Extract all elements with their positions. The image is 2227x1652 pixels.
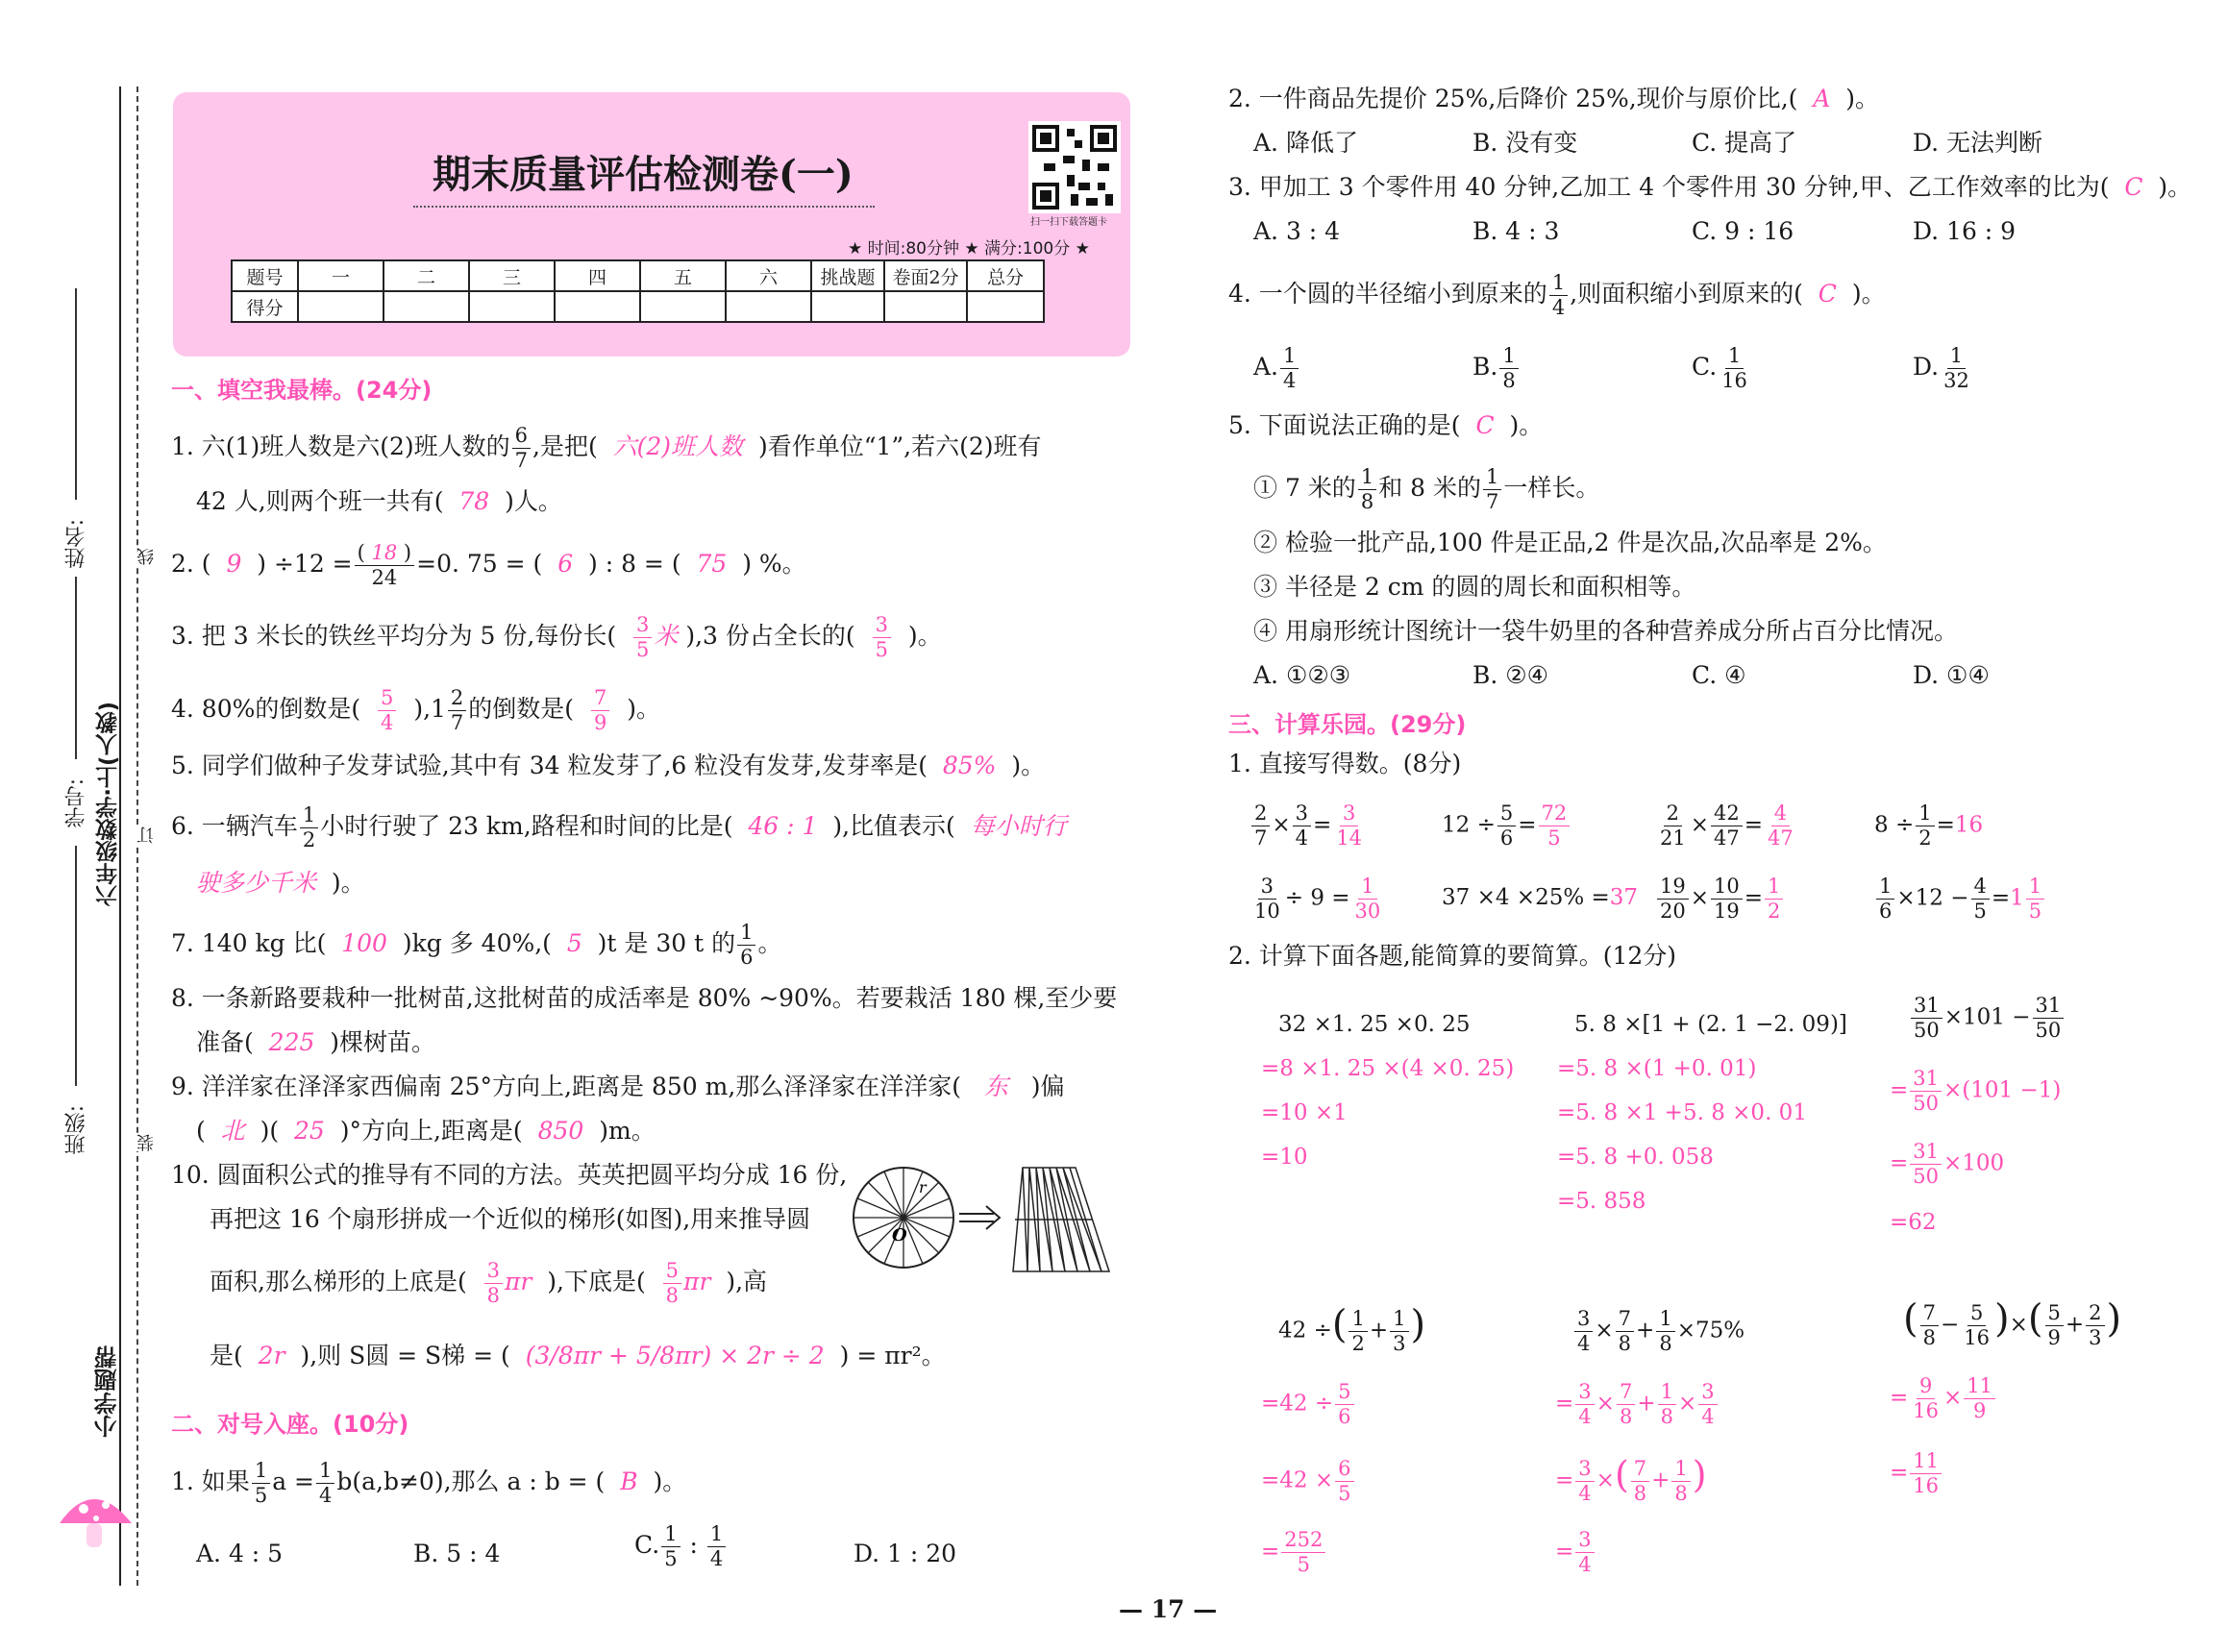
- score-input-cell[interactable]: [884, 291, 967, 322]
- mushroom-logo-icon: [50, 1480, 136, 1557]
- s2-q3-opt-b[interactable]: B. 4 : 3: [1472, 217, 1560, 245]
- direct-calc-2: 12 ÷ $\frac{5}{6}$ = $\frac{72}{5}$: [1442, 803, 1571, 849]
- s2-q3-line: 3. 甲加工 3 个零件用 40 分钟,乙加工 4 个零件用 30 分钟,甲、乙工作效率的比为( C )。: [1228, 173, 2192, 201]
- fig-radius-label: r: [919, 1178, 927, 1196]
- direct-calc-3: $\frac{2}{21}$ × $\frac{42}{47}$ = $\frac{4}{47}$: [1660, 801, 1794, 850]
- section-1-title: 一、填空我最棒。(24分): [171, 377, 433, 404]
- q8-line2: 准备( 225 )棵树苗。: [196, 1028, 436, 1056]
- calc5-step: = $\frac{3}{4}$ × $\frac{7}{8}$ + $\frac{1}{8}$ × $\frac{3}{4}$: [1555, 1382, 1720, 1427]
- calc2-step: =5. 858: [1557, 1189, 1646, 1214]
- s2-q4-opt-a[interactable]: A. $\frac{1}{4}$: [1253, 346, 1300, 391]
- name-line: [75, 288, 77, 500]
- score-input-cell[interactable]: [811, 291, 884, 322]
- calc3-step: =62: [1890, 1210, 1937, 1235]
- s2-q5-opt-a[interactable]: A. ①②③: [1253, 661, 1351, 689]
- calc3-step: = $\frac{31}{50}$ ×(101 −1): [1890, 1067, 2062, 1115]
- s2-q4-opt-d[interactable]: D. $\frac{1}{32}$: [1913, 344, 1969, 392]
- q10-line2: 再把这 16 个扇形拼成一个近似的梯形(如图),用来推导圆: [210, 1205, 811, 1233]
- s2-q5-line: 5. 下面说法正确的是( C )。: [1228, 411, 1544, 439]
- s2-q2-line: 2. 一件商品先提价 25%,后降价 25%,现价与原价比,( A )。: [1228, 85, 1880, 112]
- s2-q1-opt-c[interactable]: C. $\frac{1}{5}$ : $\frac{1}{4}$: [634, 1524, 728, 1569]
- score-input-cell[interactable]: [469, 291, 555, 322]
- arrow-right-icon: [959, 1206, 1000, 1229]
- id-label: 学号:: [64, 778, 88, 828]
- score-cell: 一: [298, 260, 384, 291]
- q8-line1: 8. 一条新路要栽种一批树苗,这批树苗的成活率是 80% ~90%。若要栽活 180 棵,至少要: [171, 984, 1118, 1012]
- q6-line2: 驶多少千米 )。: [196, 869, 365, 897]
- class-label: 班级:: [64, 1105, 88, 1155]
- fig-center-label: O: [892, 1225, 907, 1245]
- calc1-question: 32 ×1. 25 ×0. 25: [1278, 1012, 1471, 1037]
- s2-q5-opt-d[interactable]: D. ①④: [1913, 661, 1990, 689]
- q7-line: 7. 140 kg 比( 100 )kg 多 40%,( 5 )t 是 30 t 的 $\frac{1}{6}$ 。: [171, 921, 782, 969]
- s2-q4-line: 4. 一个圆的半径缩小到原来的 $\frac{1}{4}$ ,则面积缩小到原来的( C )。: [1228, 271, 1886, 319]
- score-header-row: [232, 260, 1044, 291]
- s2-q1-line: 1. 如果 $\frac{1}{5}$ a = $\frac{1}{4}$ b(a,b≠0),那么 a : b = ( B )。: [171, 1459, 687, 1507]
- direct-calc-1: $\frac{2}{7}$ × $\frac{3}{4}$ = $\frac{3}{14}$: [1250, 803, 1367, 849]
- q1-line1: 1. 六(1)班人数是六(2)班人数的 $\frac{6}{7}$ ,是把( 六(2)班人数 )看作单位“1”,若六(2)班有: [171, 424, 1042, 472]
- page-number: — 17 —: [1119, 1595, 1218, 1623]
- calc2-question: 5. 8 ×[1 + (2. 1 −2. 09)]: [1574, 1012, 1847, 1037]
- calc6-question: ( $\frac{7}{8}$ − $\frac{5}{16}$ )×( $\frac{5}{9}$ + $\frac{2}{3}$ ): [1903, 1296, 2122, 1349]
- score-input-cell[interactable]: [555, 291, 640, 322]
- brand-label: 小学题帮: [94, 1345, 121, 1438]
- calc2-step: =5. 8 ×1 +5. 8 ×0. 01: [1557, 1100, 1807, 1125]
- s2-q2-opt-a[interactable]: A. 降低了: [1253, 129, 1358, 157]
- name-label: 姓名:: [64, 519, 88, 569]
- calc5-step: = $\frac{3}{4}$: [1555, 1530, 1596, 1575]
- q10-line3: 面积,那么梯形的上底是( $\frac{3}{8}$ πr ),下底是( $\frac{5}{8}$ πr ),高: [210, 1259, 768, 1307]
- class-line: [75, 846, 77, 1086]
- page-title: 期末质量评估检测卷(一): [433, 152, 854, 197]
- circle-to-trapezoid-figure: [850, 1158, 1119, 1283]
- calc3-step: = $\frac{31}{50}$ ×100: [1890, 1140, 2005, 1188]
- s2-q3-opt-d[interactable]: D. 16 : 9: [1913, 217, 2017, 245]
- trapezoid-shape: [1013, 1168, 1109, 1271]
- score-cell: 五: [640, 260, 726, 291]
- s2-q1-opt-a[interactable]: A. 4 : 5: [196, 1540, 284, 1567]
- score-cell: 四: [555, 260, 640, 291]
- s2-q3-opt-a[interactable]: A. 3 : 4: [1253, 217, 1341, 245]
- s2-q2-opt-b[interactable]: B. 没有变: [1472, 129, 1578, 157]
- cut-mark-bind: 订: [135, 826, 160, 844]
- q1-answer-2: 78: [458, 487, 490, 515]
- calc5-question: $\frac{3}{4}$ × $\frac{7}{8}$ + $\frac{1}{8}$ ×75%: [1572, 1309, 1744, 1354]
- s2-q4-opt-b[interactable]: B. $\frac{1}{8}$: [1472, 346, 1521, 391]
- s2-q5-s3: ③ 半径是 2 cm 的圆的周长和面积相等。: [1253, 573, 1696, 601]
- q3-line: 3. 把 3 米长的铁丝平均分为 5 份,每份长( $\frac{3}{5}$ 米 ),3 份占全长的( $\frac{3}{5}$ )。: [171, 613, 942, 661]
- exam-meta: ★ 时间:80分钟 ★ 满分:100分 ★: [848, 239, 1090, 259]
- id-line: [75, 577, 77, 759]
- score-input-cell[interactable]: [640, 291, 726, 322]
- direct-calc-8: $\frac{1}{6}$ ×12 − $\frac{4}{5}$ =1 $\frac{1}{5}$: [1874, 876, 2046, 922]
- q6-line1: 6. 一辆汽车 $\frac{1}{2}$ 小时行驶了 23 km,路程和时间的比是( 46 : 1 ),比值表示( 每小时行: [171, 803, 1067, 851]
- q10-line4: 是( 2r ),则 S圆 = S梯 = ( (3/8πr + 5/8πr) × 2r ÷ 2 ) = πr²。: [210, 1342, 946, 1369]
- s2-q2-opt-d[interactable]: D. 无法判断: [1913, 129, 2043, 157]
- s2-q5-s2: ② 检验一批产品,100 件是正品,2 件是次品,次品率是 2%。: [1253, 529, 1887, 556]
- score-table: [231, 259, 1045, 323]
- calc4-question: 42 ÷( $\frac{1}{2}$ + $\frac{1}{3}$ ): [1278, 1302, 1426, 1355]
- section-2-title: 二、对号入座。(10分): [171, 1411, 409, 1438]
- calc1-step: =8 ×1. 25 ×(4 ×0. 25): [1261, 1056, 1515, 1081]
- grade-label: 六年级数学·上(人教): [96, 702, 121, 907]
- s3-part2-title: 2. 计算下面各题,能简算的要简算。(12分): [1228, 942, 1677, 970]
- calc3-question: $\frac{31}{50}$ ×101 − $\frac{31}{50}$: [1909, 996, 2066, 1041]
- calc2-step: =5. 8 ×(1 +0. 01): [1557, 1056, 1757, 1081]
- s2-q5-s1: ① 7 米的 $\frac{1}{8}$ 和 8 米的 $\frac{1}{7}$ 一样长。: [1253, 465, 1600, 513]
- score-cell: 二: [384, 260, 469, 291]
- direct-calc-5: $\frac{3}{10}$ ÷ 9 = $\frac{1}{30}$: [1254, 875, 1381, 923]
- score-input-cell[interactable]: [967, 291, 1044, 322]
- direct-calc-4: 8 ÷ $\frac{1}{2}$ =16: [1874, 801, 1984, 850]
- calc4-step: = $\frac{252}{5}$: [1261, 1530, 1327, 1575]
- s2-q4-opt-c[interactable]: C. $\frac{1}{16}$: [1692, 344, 1747, 392]
- s2-q1-opt-d[interactable]: D. 1 : 20: [854, 1540, 957, 1567]
- calc1-step: =10 ×1: [1261, 1100, 1348, 1125]
- score-cell: 题号: [232, 260, 298, 291]
- score-cell: 挑战题: [811, 260, 884, 291]
- q1-answer-1: 六(2)班人数: [612, 432, 744, 460]
- s3-part1-title: 1. 直接写得数。(8分): [1228, 750, 1462, 777]
- calc4-step: =42 × $\frac{6}{5}$: [1261, 1459, 1356, 1504]
- calc2-step: =5. 8 +0. 058: [1557, 1145, 1714, 1170]
- score-value-row: [232, 291, 1044, 322]
- s2-q5-opt-c[interactable]: C. ④: [1692, 661, 1746, 689]
- score-cell: 总分: [967, 260, 1044, 291]
- qr-code-icon[interactable]: [1028, 121, 1121, 213]
- q9-line1: 9. 洋洋家在泽泽家西偏南 25°方向上,距离是 850 m,那么泽泽家在洋洋家( 东 )偏: [171, 1073, 1065, 1100]
- score-input-cell[interactable]: [298, 291, 384, 322]
- s2-q3-opt-c[interactable]: C. 9 : 16: [1692, 217, 1794, 245]
- q5-line: 5. 同学们做种子发芽试验,其中有 34 粒发芽了,6 粒没有发芽,发芽率是( 85% )。: [171, 752, 1046, 779]
- q10-line1: 10. 圆面积公式的推导有不同的方法。英英把圆平均分成 16 份,: [171, 1161, 848, 1189]
- score-cell: 三: [469, 260, 555, 291]
- cut-mark-pack: 装: [135, 1134, 160, 1151]
- score-cell: 六: [726, 260, 811, 291]
- s2-q2-opt-c[interactable]: C. 提高了: [1692, 129, 1797, 157]
- direct-calc-6: 37 ×4 ×25% =37: [1442, 885, 1639, 910]
- s2-q5-opt-b[interactable]: B. ②④: [1472, 661, 1549, 689]
- q2-line: 2. ( 9 ) ÷12 = $\frac{( 18 )}{24}$ =0. 75 = ( 6 ) : 8 = ( 75 ) %。: [171, 541, 806, 589]
- qr-caption: 扫一扫下载答题卡: [1030, 217, 1107, 228]
- s2-q1-opt-b[interactable]: B. 5 : 4: [413, 1540, 501, 1567]
- title-underline: [413, 206, 875, 208]
- binding-margin: [0, 0, 157, 1652]
- calc1-step: =10: [1261, 1145, 1308, 1170]
- q9-line2: ( 北 )( 25 )°方向上,距离是( 850 )m。: [196, 1117, 656, 1145]
- calc5-step: = $\frac{3}{4}$ ×( $\frac{7}{8}$ + $\frac{1}{8}$ ): [1555, 1453, 1707, 1505]
- s2-q5-s4: ④ 用扇形统计图统计一袋牛奶里的各种营养成分所占百分比情况。: [1253, 617, 1958, 645]
- section-3-title: 三、计算乐园。(29分): [1228, 711, 1467, 738]
- calc6-step: = $\frac{9}{16}$ × $\frac{11}{9}$: [1890, 1376, 1997, 1421]
- score-row-label: 得分: [232, 291, 298, 322]
- score-input-cell[interactable]: [384, 291, 469, 322]
- q1-line2: 42 人,则两个班一共有( 78 )人。: [196, 487, 562, 515]
- score-cell: 卷面2分: [884, 260, 967, 291]
- score-input-cell[interactable]: [726, 291, 811, 322]
- calc6-step: = $\frac{11}{16}$: [1890, 1451, 1943, 1496]
- q4-line: 4. 80%的倒数是( $\frac{5}{4}$ ),1 $\frac{2}{7}$ 的倒数是( $\frac{7}{9}$ )。: [171, 686, 661, 734]
- cut-mark-line: 线: [135, 548, 160, 565]
- direct-calc-7: $\frac{19}{20}$ × $\frac{10}{19}$ = $\frac{1}{2}$: [1655, 876, 1785, 922]
- calc4-step: =42 ÷ $\frac{5}{6}$: [1261, 1382, 1356, 1427]
